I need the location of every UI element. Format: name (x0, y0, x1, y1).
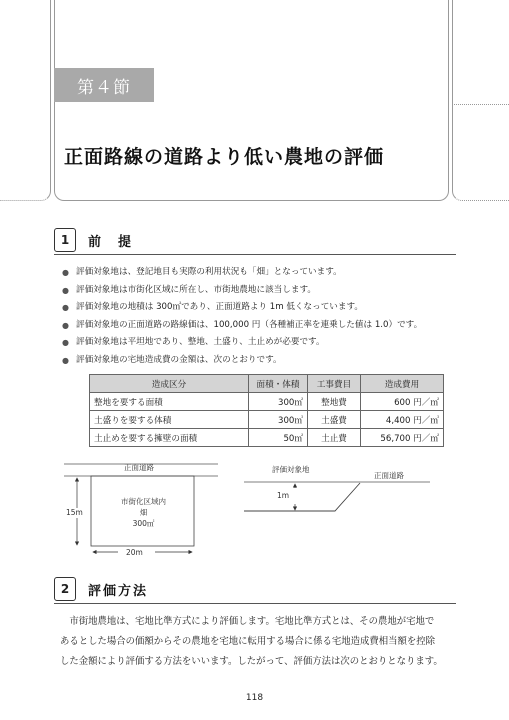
table-cell: 整地費 (308, 393, 361, 411)
site-info-label (92, 496, 195, 529)
site-area-text: 300㎡ (132, 519, 155, 528)
table-cell: 土止費 (308, 429, 361, 447)
bullet-icon: ● (62, 285, 69, 295)
page-title: 正面路線の道路より低い農地の評価 (64, 146, 385, 168)
table-cell: 300㎡ (249, 393, 308, 411)
list-item: ● 評価対象地は市街化区域に所在し、市街地農地に該当します。 (62, 282, 492, 300)
column-header: 造成費用 (361, 375, 444, 393)
list-item: ● 評価対象地の宅地造成費の金額は、次のとおりです。 (62, 352, 492, 370)
header-frame-divider (452, 104, 509, 105)
table-cell: 300㎥ (249, 411, 308, 429)
subsection-number-1: 1 (54, 228, 76, 252)
table-cell: 整地を要する面積 (90, 393, 249, 411)
bullet-icon: ● (62, 355, 69, 365)
depth-label: 15m (66, 508, 83, 517)
column-header: 工事費目 (308, 375, 361, 393)
section-road-label: 正面道路 (374, 471, 404, 480)
paragraph-line: した金額により評価する方法をいいます。したがって、評価方法は次のとおりとなります。 (60, 656, 443, 667)
list-item: ● 評価対象地の正面道路の路線価は、100,000 円（各種補正率を連乗した値は 1.0）です。 (62, 317, 492, 335)
method-paragraph (60, 612, 480, 672)
list-item: ● 評価対象地は平坦地であり、整地、土盛り、土止めが必要です。 (62, 334, 492, 352)
site-zone-text: 市街化区域内 (121, 497, 166, 506)
bullet-icon: ● (62, 303, 69, 313)
table-cell: 56,700 円／㎡ (361, 429, 444, 447)
header-frame-left (0, 0, 51, 201)
bullet-icon: ● (62, 268, 69, 277)
table-header-row (90, 375, 444, 393)
subsection-rule-1 (54, 254, 456, 255)
column-header: 造成区分 (90, 375, 249, 393)
table-cell: 土止めを要する擁壁の面積 (90, 429, 249, 447)
table-row (90, 411, 444, 429)
subsection-title-2: 評価方法 (88, 584, 149, 599)
site-type-text: 畑 (139, 508, 148, 517)
page-number: 118 (245, 693, 264, 703)
paragraph-line: 市街地農地は、宅地比準方式により評価します。宅地比準方式とは、その農地が宅地で (60, 616, 435, 627)
table-row (90, 393, 444, 411)
list-item: ● 評価対象地は、登記地目も実際の利用状況も「畑」となっています。 (62, 264, 492, 282)
table-cell: 土盛費 (308, 411, 361, 429)
list-item: ● 評価対象地の地積は 300㎡であり、正面道路より 1m 低くなっています。 (62, 299, 492, 317)
bullet-icon: ● (62, 338, 69, 348)
road-label: 正面道路 (124, 463, 154, 472)
paragraph-line: あるとした場合の価額からその農地を宅地に転用する場合に係る宅地造成費相当額を控除 (60, 636, 436, 647)
width-label: 20m (126, 548, 143, 557)
premise-list (62, 264, 492, 370)
table-cell: 600 円／㎡ (361, 393, 444, 411)
subsection-rule-2 (54, 603, 456, 604)
ground-profile-line (244, 483, 360, 511)
section-label: 第４節 (54, 68, 154, 102)
column-header: 面積・体積 (249, 375, 308, 393)
table-cell: 50㎡ (249, 429, 308, 447)
bullet-icon: ● (62, 320, 69, 330)
height-label: 1m (277, 491, 290, 500)
site-label: 評価対象地 (272, 465, 310, 474)
table-row (90, 429, 444, 447)
subsection-title-1: 前 提 (88, 235, 134, 250)
table-cell: 4,400 円／㎥ (361, 411, 444, 429)
development-cost-table (89, 374, 444, 447)
subsection-number-2: 2 (54, 577, 76, 601)
table-cell: 土盛りを要する体積 (90, 411, 249, 429)
cross-section-diagram (240, 470, 440, 520)
header-frame-right (452, 0, 509, 201)
